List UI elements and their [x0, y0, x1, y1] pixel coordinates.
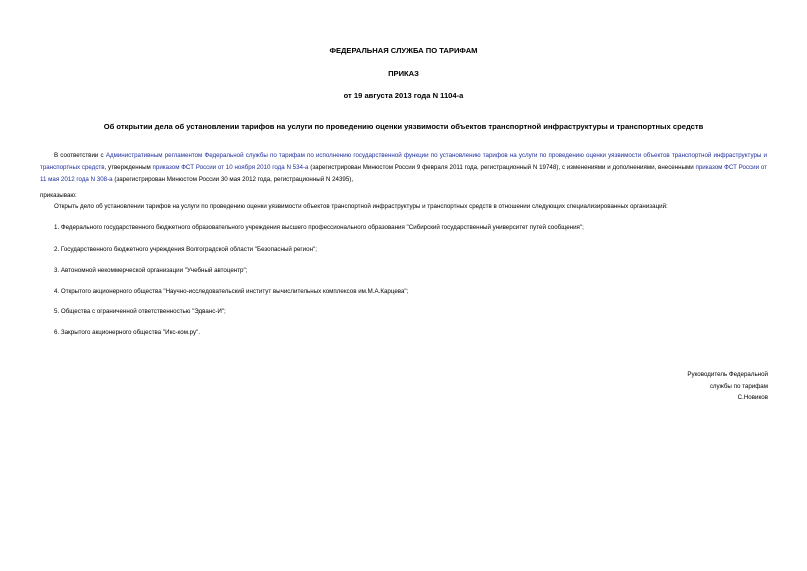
- list-item-org-6: 6. Закрытого акционерного общества "Икс-ком.ру".: [54, 329, 201, 336]
- list-item-org-2: 2. Государственного бюджетного учреждения Волгоградской области "Безопасный регион";: [54, 246, 317, 253]
- agency-heading: ФЕДЕРАЛЬНАЯ СЛУЖБА ПО ТАРИФАМ: [329, 46, 478, 55]
- preamble-paragraph: [40, 150, 767, 186]
- order-534-link[interactable]: приказом ФСТ России от 10 ноября 2010 года N 534-а: [152, 164, 309, 171]
- signature-name: С.Новиков: [737, 394, 768, 401]
- preamble-text-4: (зарегистрирован Минюстом России 30 мая 2012 года, регистрационный N 24395),: [112, 176, 354, 183]
- list-item-org-4: 4. Открытого акционерного общества "Научно-исследовательский институт вычислительных комплексов им.М.А.Карцева";: [54, 288, 409, 295]
- preamble-text-1: В соответствии с: [54, 152, 106, 159]
- order-text: Открыть дело об установлении тарифов на услуги по проведению оценки уязвимости объектов транспортной инфраструктуры и транспортных средств в отношении следующих специализированных организаций:: [54, 203, 668, 210]
- document-type: ПРИКАЗ: [388, 69, 419, 78]
- signature-position-line1: Руководитель Федеральной: [687, 371, 768, 378]
- list-item-org-5: 5. Общества с ограниченной ответственностью "Эдванс-И";: [54, 308, 226, 315]
- regulation-link[interactable]: Административным регламентом Федеральной службы по тарифам по исполнению государственной функции по установлению тарифов на услуги по проведению оценки уязвимости объектов транспортной инфраструктуры и транспортных средств: [40, 152, 767, 171]
- preamble-text-2: , утвержденным: [104, 164, 153, 171]
- signature-position-line2: службы по тарифам: [709, 382, 768, 390]
- list-item-org-3: 3. Автономной некоммерческой организации "Учебный автоцентр";: [54, 267, 248, 274]
- document-date-number: от 19 августа 2013 года N 1104-а: [343, 91, 464, 100]
- signature-block: [687, 369, 768, 404]
- order-308-link[interactable]: приказом ФСТ России от 11 мая 2012 года N 308-а: [40, 164, 767, 183]
- order-word: приказываю:: [40, 192, 77, 199]
- preamble-text-3: (зарегистрирован Минюстом России 9 февраля 2011 года, регистрационный N 19748), с изменениями и дополнениями, внесенными: [308, 164, 696, 171]
- document-title: Об открытии дела об установлении тарифов на услуги по проведению оценки уязвимости объектов транспортной инфраструктуры и транспортных средств: [103, 122, 704, 131]
- list-item-org-1: 1. Федерального государственного бюджетного образовательного учреждения высшего профессионального образования "Сибирский государственный университет путей сообщения";: [54, 224, 584, 231]
